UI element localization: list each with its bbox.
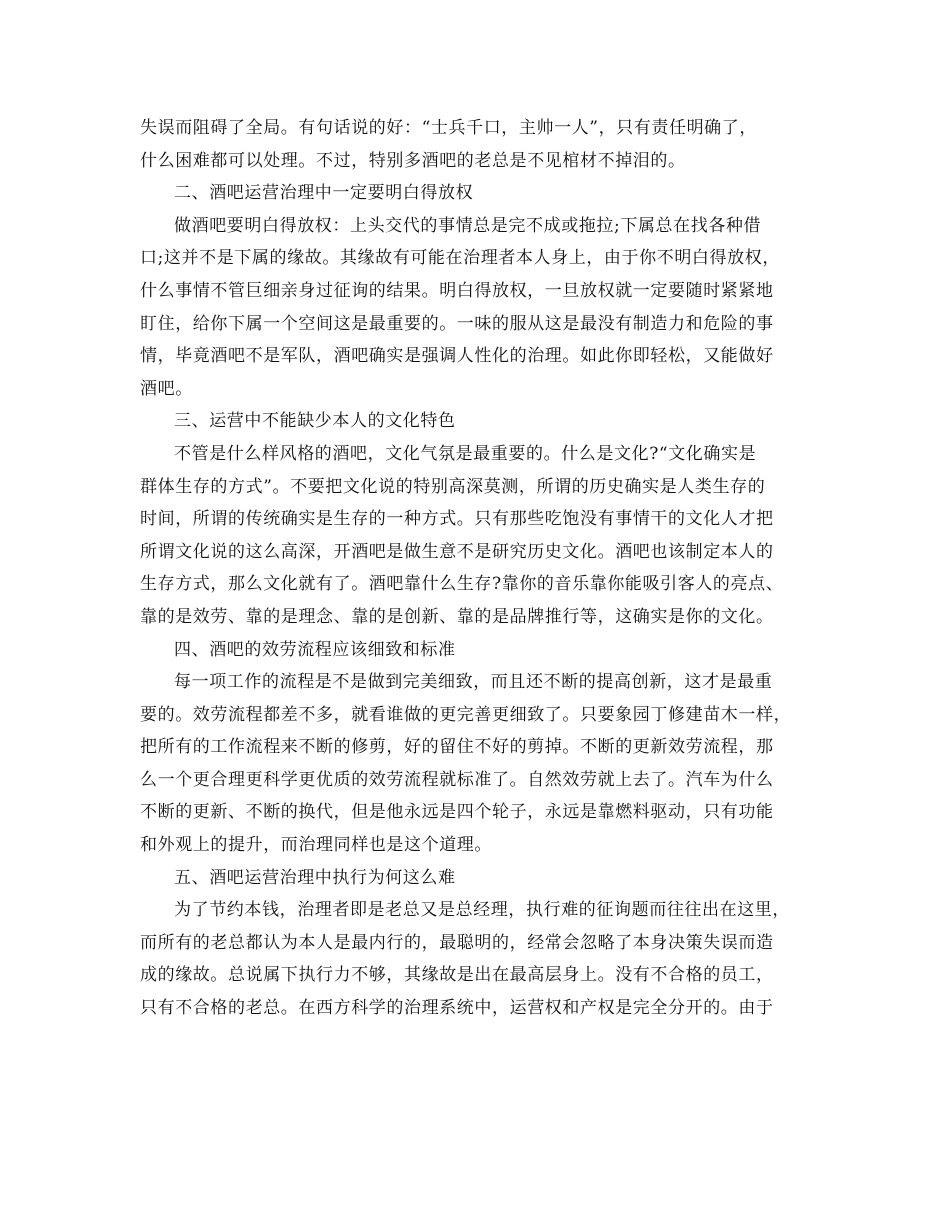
text-line: 为了节约本钱，治理者即是老总又是总经理，执行难的征询题而往往出在这里， [174, 900, 790, 921]
text-line: 失误而阻碍了全局。有句话说的好：“士兵千口，主帅一人”，只有责任明确了， [140, 118, 757, 138]
document-page [140, 112, 812, 1025]
section-body-2 [140, 210, 812, 406]
text-line: 只有不合格的老总。在西方科学的治理系统中，运营权和产权是完全分开的。由于 [140, 998, 774, 1019]
text-line: 要的。效劳流程都差不多，就看谁做的更完善更细致了。只要象园丁修建苗木一样， [140, 704, 792, 725]
section-body-3 [140, 438, 812, 634]
text-line: 做酒吧要明白得放权：上头交代的事情总是完不成或拖拉;下属总在找各种借 [174, 215, 762, 236]
text-line: 而所有的老总都认为本人是最内行的，最聪明的，经常会忽略了本身决策失误而造 [140, 932, 774, 953]
text-line: 不管是什么样风格的酒吧，文化气氛是最重要的。什么是文化?“文化确实是 [174, 443, 757, 464]
text-line: 情，毕竟酒吧不是军队，酒吧确实是强调人性化的治理。如此你即轻松，又能做好 [140, 346, 774, 367]
text-line: 和外观上的提升，而治理同样也是这个道理。 [140, 835, 492, 856]
text-line: 什么困难都可以处理。不过，特别多酒吧的老总是不见棺材不掉泪的。 [140, 150, 686, 171]
section-heading-2: 二、酒吧运营治理中一定要明白得放权 [174, 183, 474, 204]
text-line: 口;这并不是下属的缘故。其缘故有可能在治理者本人身上，由于你不明白得放权， [140, 248, 780, 269]
text-line: 什么事情不管巨细亲身过征询的结果。明白得放权，一旦放权就一定要随时紧紧地 [140, 280, 774, 301]
text-line: 群体生存的方式”。不要把文化说的特别高深莫测，所谓的历史确实是人类生存的 [140, 476, 766, 497]
text-line: 把所有的工作流程来不断的修剪，好的留住不好的剪掉。不断的更新效劳流程，那 [140, 737, 774, 758]
text-line: 么一个更合理更科学更优质的效劳流程就标准了。自然效劳就上去了。汽车为什么 [140, 769, 774, 790]
text-line: 时间，所谓的传统确实是生存的一种方式。只有那些吃饱没有事情干的文化人才把 [140, 509, 774, 530]
text-line: 成的缘故。总说属下执行力不够，其缘故是出在最高层身上。没有不合格的员工， [140, 965, 774, 986]
section-body-5 [140, 894, 812, 1024]
section-heading-3: 三、运营中不能缺少本人的文化特色 [174, 411, 456, 432]
section-heading-5: 五、酒吧运营治理中执行为何这么难 [174, 867, 456, 888]
text-line: 每一项工作的流程是不是做到完美细致，而且还不断的提高创新，这才是最重 [174, 672, 773, 693]
text-line: 生存方式，那么文化就有了。酒吧靠什么生存?靠你的音乐靠你能吸引客人的亮点、 [140, 574, 784, 595]
text-line: 不断的更新、不断的换代，但是他永远是四个轮子，永远是靠燃料驱动，只有功能 [140, 802, 774, 823]
opening-paragraph [140, 112, 812, 177]
text-line: 酒吧。 [140, 378, 193, 399]
text-line: 所谓文化说的这么高深，开酒吧是做生意不是研究历史文化。酒吧也该制定本人的 [140, 541, 774, 562]
section-body-4 [140, 666, 812, 862]
text-line: 靠的是效劳、靠的是理念、靠的是创新、靠的是品牌推行等，这确实是你的文化。 [140, 606, 774, 627]
text-line: 盯住，给你下属一个空间这是最重要的。一味的服从这是最没有制造力和危险的事 [140, 313, 774, 334]
section-heading-4: 四、酒吧的效劳流程应该细致和标准 [174, 639, 456, 660]
